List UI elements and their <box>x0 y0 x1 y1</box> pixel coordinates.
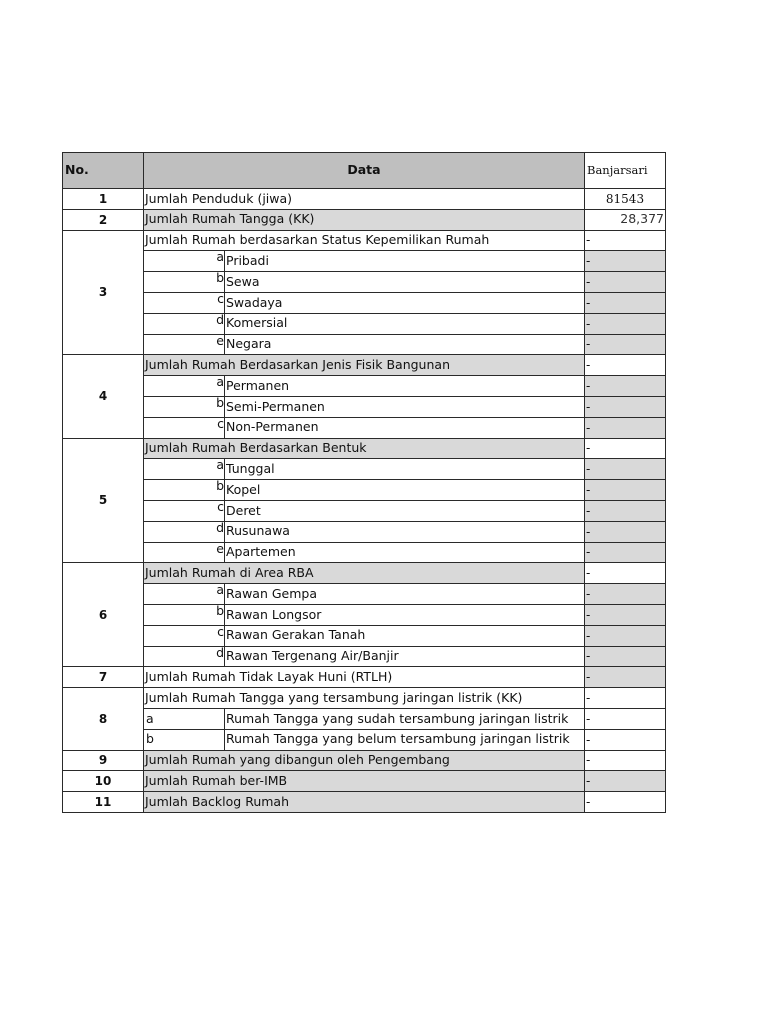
sub-value[interactable]: - <box>585 313 666 334</box>
sub-row <box>63 334 666 355</box>
sub-value[interactable]: - <box>585 334 666 355</box>
sub-label[interactable]: Non-Permanen <box>225 417 585 438</box>
sub-row <box>63 708 666 729</box>
table-row <box>63 189 666 210</box>
sub-value[interactable]: - <box>585 459 666 480</box>
sub-letter[interactable]: d <box>144 313 225 334</box>
sub-row <box>63 584 666 605</box>
table-row <box>63 667 666 688</box>
sub-value[interactable]: - <box>585 521 666 542</box>
sub-letter[interactable]: a <box>144 708 225 729</box>
row-label[interactable]: Jumlah Rumah Berdasarkan Bentuk <box>144 438 585 459</box>
table-row <box>63 792 666 813</box>
sub-label[interactable]: Tunggal <box>225 459 585 480</box>
table-row <box>63 688 666 709</box>
sub-label[interactable]: Pribadi <box>225 251 585 272</box>
sub-label[interactable]: Rawan Longsor <box>225 604 585 625</box>
sub-row <box>63 313 666 334</box>
sub-label[interactable]: Sewa <box>225 272 585 293</box>
sub-value[interactable]: - <box>585 376 666 397</box>
row-number[interactable]: 3 <box>63 230 144 355</box>
row-value[interactable]: - <box>585 750 666 771</box>
sub-row <box>63 272 666 293</box>
sub-letter[interactable]: b <box>144 480 225 501</box>
sub-letter[interactable]: a <box>144 459 225 480</box>
row-number[interactable]: 11 <box>63 792 144 813</box>
sub-label[interactable]: Rusunawa <box>225 521 585 542</box>
sub-letter[interactable]: b <box>144 729 225 750</box>
row-label[interactable]: Jumlah Rumah ber-IMB <box>144 771 585 792</box>
row-value[interactable]: - <box>585 355 666 376</box>
sub-letter[interactable]: c <box>144 292 225 313</box>
row-number[interactable]: 2 <box>63 209 144 230</box>
sub-row <box>63 396 666 417</box>
row-value[interactable]: - <box>585 563 666 584</box>
sub-value[interactable]: - <box>585 584 666 605</box>
sub-row <box>63 480 666 501</box>
row-number[interactable]: 6 <box>63 563 144 667</box>
sub-letter[interactable]: e <box>144 334 225 355</box>
sub-label[interactable]: Rawan Gempa <box>225 584 585 605</box>
sub-label[interactable]: Rawan Gerakan Tanah <box>225 625 585 646</box>
row-number[interactable]: 4 <box>63 355 144 438</box>
row-label[interactable]: Jumlah Rumah berdasarkan Status Kepemilikan Rumah <box>144 230 585 251</box>
table-row <box>63 355 666 376</box>
header-row <box>63 153 666 189</box>
row-label[interactable]: Jumlah Rumah Berdasarkan Jenis Fisik Bangunan <box>144 355 585 376</box>
sub-value[interactable]: - <box>585 292 666 313</box>
sub-letter[interactable]: e <box>144 542 225 563</box>
sub-label[interactable]: Swadaya <box>225 292 585 313</box>
sub-value[interactable]: - <box>585 625 666 646</box>
sub-row <box>63 417 666 438</box>
row-label[interactable]: Jumlah Rumah Tidak Layak Huni (RTLH) <box>144 667 585 688</box>
sub-row <box>63 251 666 272</box>
table-row <box>63 563 666 584</box>
sub-row <box>63 521 666 542</box>
sub-row <box>63 376 666 397</box>
sub-letter[interactable]: b <box>144 272 225 293</box>
sub-row <box>63 646 666 667</box>
sub-row <box>63 542 666 563</box>
sub-label[interactable]: Kopel <box>225 480 585 501</box>
row-label[interactable]: Jumlah Rumah di Area RBA <box>144 563 585 584</box>
sub-letter[interactable]: b <box>144 604 225 625</box>
sub-value[interactable]: - <box>585 500 666 521</box>
row-value[interactable]: - <box>585 667 666 688</box>
row-value[interactable]: - <box>585 230 666 251</box>
row-value[interactable]: 81543 <box>585 189 666 210</box>
row-number[interactable]: 9 <box>63 750 144 771</box>
sub-letter[interactable]: a <box>144 584 225 605</box>
row-value[interactable]: - <box>585 771 666 792</box>
sub-value[interactable]: - <box>585 729 666 750</box>
sub-label[interactable]: Apartemen <box>225 542 585 563</box>
row-number[interactable]: 7 <box>63 667 144 688</box>
sub-label[interactable]: Rawan Tergenang Air/Banjir <box>225 646 585 667</box>
table-row <box>63 750 666 771</box>
sub-letter[interactable]: b <box>144 396 225 417</box>
row-number[interactable]: 10 <box>63 771 144 792</box>
sub-row <box>63 500 666 521</box>
sub-label[interactable]: Permanen <box>225 376 585 397</box>
sub-letter[interactable]: a <box>144 376 225 397</box>
table-row <box>63 438 666 459</box>
row-label[interactable]: Jumlah Penduduk (jiwa) <box>144 189 585 210</box>
row-number[interactable]: 5 <box>63 438 144 563</box>
sub-label[interactable]: Deret <box>225 500 585 521</box>
sub-letter[interactable]: a <box>144 251 225 272</box>
header-data[interactable]: Data <box>144 153 585 189</box>
sub-label[interactable]: Semi-Permanen <box>225 396 585 417</box>
sub-letter[interactable]: c <box>144 625 225 646</box>
sub-value[interactable]: - <box>585 646 666 667</box>
row-label[interactable]: Jumlah Rumah Tangga (KK) <box>144 209 585 230</box>
row-value[interactable]: - <box>585 688 666 709</box>
row-number[interactable]: 8 <box>63 688 144 750</box>
header-region[interactable]: Banjarsari <box>585 153 666 189</box>
table-row <box>63 771 666 792</box>
sub-row <box>63 729 666 750</box>
sub-value[interactable]: - <box>585 272 666 293</box>
row-number[interactable]: 1 <box>63 189 144 210</box>
sub-row <box>63 459 666 480</box>
sub-letter[interactable]: d <box>144 521 225 542</box>
sub-row <box>63 292 666 313</box>
sub-value[interactable]: - <box>585 480 666 501</box>
sub-letter[interactable]: c <box>144 417 225 438</box>
row-value[interactable]: - <box>585 792 666 813</box>
row-label[interactable]: Jumlah Rumah yang dibangun oleh Pengembang <box>144 750 585 771</box>
sub-value[interactable]: - <box>585 417 666 438</box>
sub-label[interactable]: Komersial <box>225 313 585 334</box>
sub-label[interactable]: Rumah Tangga yang belum tersambung jaringan listrik <box>225 729 585 750</box>
row-label[interactable]: Jumlah Rumah Tangga yang tersambung jaringan listrik (KK) <box>144 688 585 709</box>
sub-row <box>63 625 666 646</box>
sub-value[interactable]: - <box>585 251 666 272</box>
housing-data-table <box>62 152 666 813</box>
sub-value[interactable]: - <box>585 542 666 563</box>
row-value[interactable]: 28,377 <box>585 209 666 230</box>
sub-row <box>63 604 666 625</box>
header-no[interactable]: No. <box>63 153 144 189</box>
sub-label[interactable]: Rumah Tangga yang sudah tersambung jaringan listrik <box>225 708 585 729</box>
row-label[interactable]: Jumlah Backlog Rumah <box>144 792 585 813</box>
sub-letter[interactable]: c <box>144 500 225 521</box>
row-value[interactable]: - <box>585 438 666 459</box>
sub-value[interactable]: - <box>585 708 666 729</box>
sub-value[interactable]: - <box>585 396 666 417</box>
table-row <box>63 230 666 251</box>
sub-value[interactable]: - <box>585 604 666 625</box>
sub-letter[interactable]: d <box>144 646 225 667</box>
table-row <box>63 209 666 230</box>
sub-label[interactable]: Negara <box>225 334 585 355</box>
